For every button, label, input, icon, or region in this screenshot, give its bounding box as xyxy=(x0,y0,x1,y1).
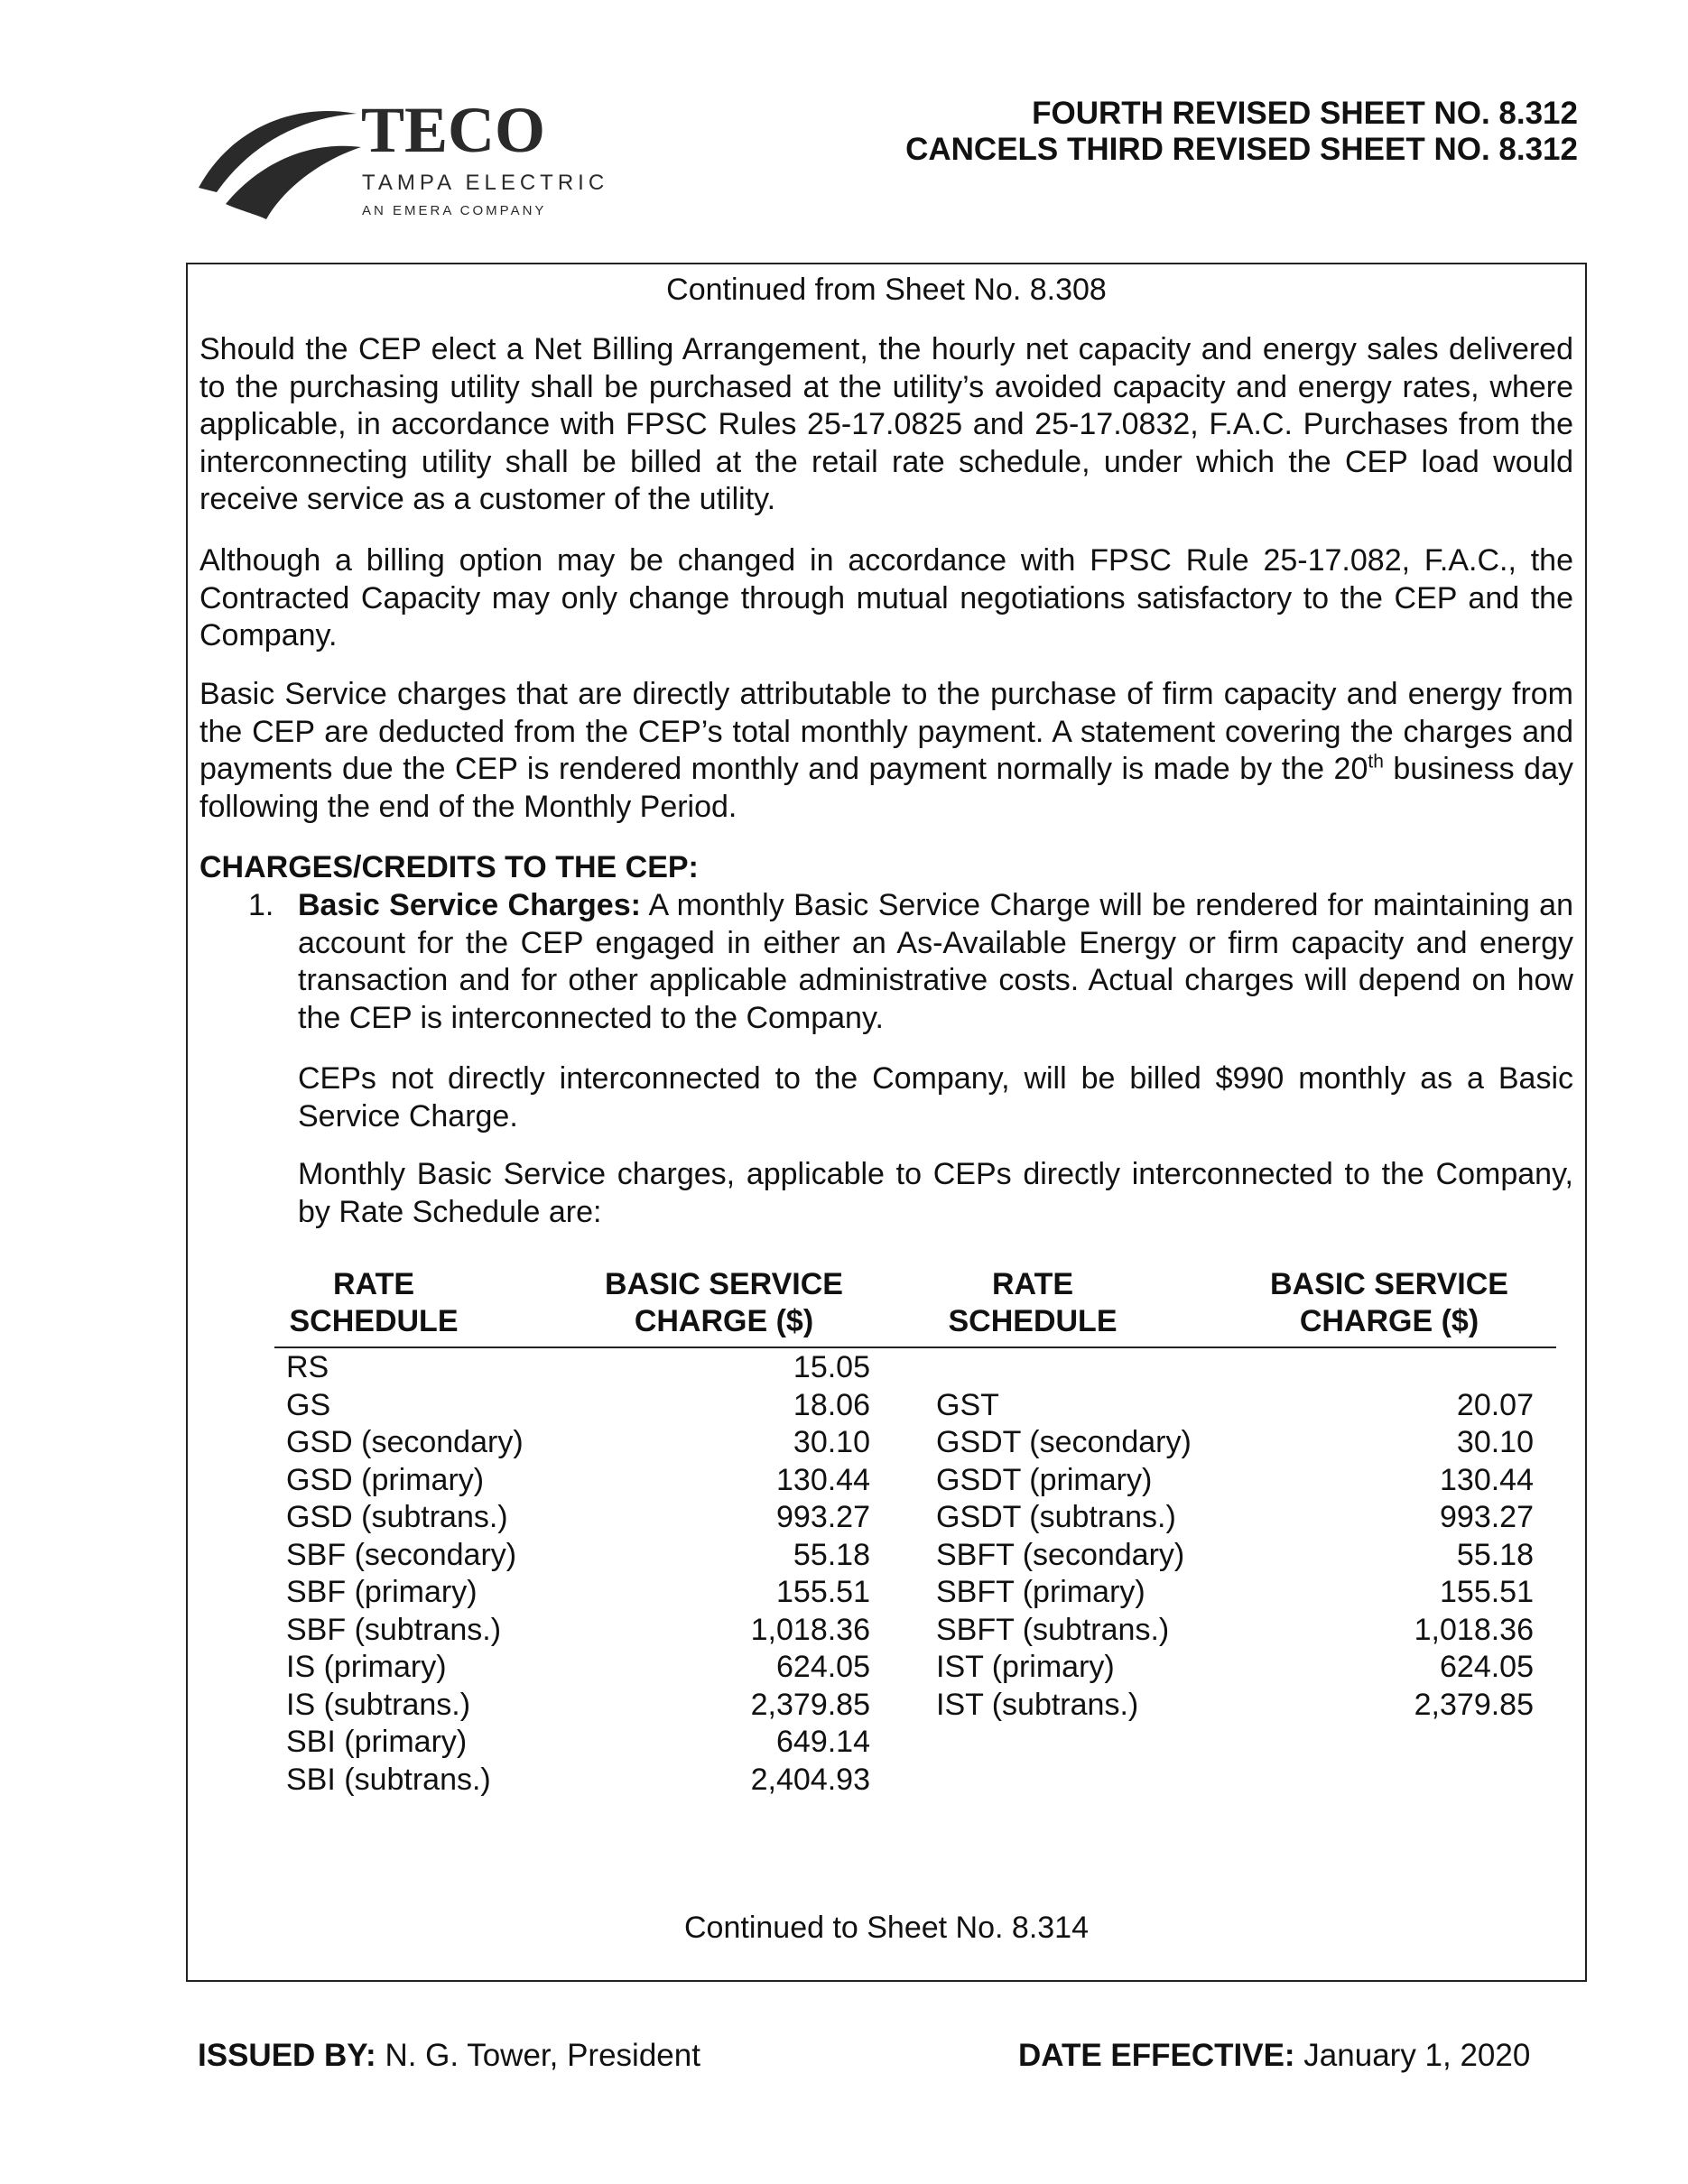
logo-subtitle: TAMPA ELECTRIC xyxy=(362,171,609,195)
continued-to: Continued to Sheet No. 8.314 xyxy=(684,1911,1089,1945)
header-text: CHARGE ($) xyxy=(634,1304,814,1338)
table-cell: 155.51 xyxy=(1440,1575,1534,1609)
table-cell: 15.05 xyxy=(793,1350,870,1384)
paragraph-billing-option: Although a billing option may be changed in accordance with FPSC Rule 25-17.082, F.A.C., the Contracted Capacity may only change through mutual negotiations satisfactory to the CEP and the Company. xyxy=(199,543,1573,652)
table-cell: GSD (primary) xyxy=(286,1462,485,1497)
table-cell: 624.05 xyxy=(776,1650,870,1684)
table-cell: GST xyxy=(936,1387,999,1422)
tariff-content-box xyxy=(186,263,1587,1982)
para3-text-b: business day following the end of the Monthly Period. xyxy=(199,752,1573,824)
paragraph-basic-service xyxy=(199,676,1573,826)
table-cell: GSDT (subtrans.) xyxy=(936,1500,1176,1534)
table-cell: IST (subtrans.) xyxy=(936,1687,1139,1722)
logo-tagline: AN EMERA COMPANY xyxy=(362,203,547,218)
issued-by-label: ISSUED BY: xyxy=(198,2038,376,2073)
header-text: BASIC SERVICE xyxy=(1270,1267,1508,1301)
header-text: RATE xyxy=(991,1267,1074,1301)
header-rule xyxy=(274,1346,1556,1348)
paragraph-net-billing: Should the CEP elect a Net Billing Arrangement, the hourly net capacity and energy sales delivered to the purchasing utility shall be purchased at the utility’s avoided capacity and energy rates, where applicable, in accordance with FPSC Rules 25-17.0825 and 25-17.0832, F.A.C. Purchases from the interconnecting utility shall be billed at the retail rate schedule, under which the CEP load would receive service as a customer of the utility. xyxy=(199,332,1573,516)
item-title: Basic Service Charges: xyxy=(298,888,641,922)
date-effective-label: DATE EFFECTIVE: xyxy=(1018,2038,1295,2073)
para3-text-a: Basic Service charges that are directly attributable to the purchase of firm capacity and energy from the CEP are deducted from the CEP’s total monthly payment. A statement covering the charges and payments due the CEP is rendered monthly and payment normally is made by the 20 xyxy=(199,677,1573,786)
item-interconnected: Monthly Basic Service charges, applicable to CEPs directly interconnected to the Company, by Rate Schedule are: xyxy=(298,1157,1573,1229)
sheet-cancels: CANCELS THIRD REVISED SHEET NO. 8.312 xyxy=(905,132,1578,167)
sheet-number: FOURTH REVISED SHEET NO. 8.312 xyxy=(1032,96,1578,131)
table-cell: GSD (secondary) xyxy=(286,1425,524,1459)
header-charge-left xyxy=(580,1266,868,1340)
table-cell: 155.51 xyxy=(776,1575,870,1609)
right-schedule-column xyxy=(936,1349,1225,1724)
section-heading: CHARGES/CREDITS TO THE CEP: xyxy=(199,850,699,884)
table-cell: GSDT (secondary) xyxy=(936,1425,1192,1459)
table-cell: GSD (subtrans.) xyxy=(286,1500,508,1534)
table-cell: 2,379.85 xyxy=(1414,1687,1534,1722)
table-cell: SBFT (subtrans.) xyxy=(936,1612,1170,1647)
header-text: RATE xyxy=(332,1267,415,1301)
issued-by-value: N. G. Tower, President xyxy=(376,2038,700,2073)
table-cell: IST (primary) xyxy=(936,1650,1115,1684)
item-basic-service-charges xyxy=(298,887,1573,1037)
table-cell: 649.14 xyxy=(776,1725,870,1759)
header-text: BASIC SERVICE xyxy=(605,1267,843,1301)
table-cell: 624.05 xyxy=(1440,1650,1534,1684)
left-schedule-column xyxy=(286,1349,575,1799)
logo-wordmark: TECO xyxy=(361,97,546,166)
table-cell xyxy=(1317,1349,1534,1387)
teco-logo xyxy=(194,97,663,224)
table-cell: IS (primary) xyxy=(286,1650,447,1684)
table-cell: GSDT (primary) xyxy=(936,1462,1153,1497)
table-cell: SBFT (primary) xyxy=(936,1575,1145,1609)
date-effective-value: January 1, 2020 xyxy=(1294,2038,1531,2073)
table-cell: GS xyxy=(286,1387,331,1422)
header-rate-schedule-right xyxy=(933,1266,1132,1340)
header-charge-right xyxy=(1245,1266,1534,1340)
header-text: SCHEDULE xyxy=(948,1304,1118,1338)
table-cell: 20.07 xyxy=(1456,1387,1534,1422)
header-rate-schedule-left xyxy=(274,1266,473,1340)
item-number: 1. xyxy=(248,888,274,922)
table-cell: 2,379.85 xyxy=(750,1687,870,1722)
table-cell: 1,018.36 xyxy=(1414,1612,1534,1647)
table-cell: 18.06 xyxy=(793,1387,870,1422)
table-cell xyxy=(936,1349,1225,1387)
continued-from: Continued from Sheet No. 8.308 xyxy=(666,273,1107,307)
table-cell: SBI (subtrans.) xyxy=(286,1762,491,1797)
item-not-interconnected: CEPs not directly interconnected to the Company, will be billed $990 monthly as a Basic Service Charge. xyxy=(298,1061,1573,1134)
table-cell: 2,404.93 xyxy=(750,1762,870,1797)
teco-swoosh-icon xyxy=(194,97,663,224)
table-cell: SBFT (secondary) xyxy=(936,1537,1185,1572)
table-cell: 130.44 xyxy=(1440,1462,1534,1497)
table-cell: 55.18 xyxy=(793,1537,870,1572)
item-text: A monthly Basic Service Charge will be rendered for maintaining an account for the CEP engaged in either an As-Available Energy or firm capacity and energy transaction and for other applicable administrative costs. Actual charges will depend on how the CEP is interconnected to the Company. xyxy=(298,888,1573,1035)
table-cell: RS xyxy=(286,1350,329,1384)
table-cell: SBF (secondary) xyxy=(286,1537,517,1572)
header-text: CHARGE ($) xyxy=(1299,1304,1479,1338)
table-cell: SBI (primary) xyxy=(286,1725,468,1759)
table-cell: SBF (primary) xyxy=(286,1575,478,1609)
para3-superscript: th xyxy=(1368,751,1384,773)
header-text: SCHEDULE xyxy=(289,1304,459,1338)
table-cell: 30.10 xyxy=(1456,1425,1534,1459)
sheet-header xyxy=(905,96,1578,168)
right-charge-column xyxy=(1317,1349,1534,1724)
table-cell: 993.27 xyxy=(1440,1500,1534,1534)
table-cell: 30.10 xyxy=(793,1425,870,1459)
left-charge-column xyxy=(654,1349,870,1799)
date-effective xyxy=(1018,2038,1530,2074)
table-cell: 1,018.36 xyxy=(750,1612,870,1647)
table-cell: 55.18 xyxy=(1456,1537,1534,1572)
table-cell: 993.27 xyxy=(776,1500,870,1534)
table-cell: IS (subtrans.) xyxy=(286,1687,471,1722)
table-cell: SBF (subtrans.) xyxy=(286,1612,502,1647)
issued-by xyxy=(198,2038,700,2074)
table-cell: 130.44 xyxy=(776,1462,870,1497)
